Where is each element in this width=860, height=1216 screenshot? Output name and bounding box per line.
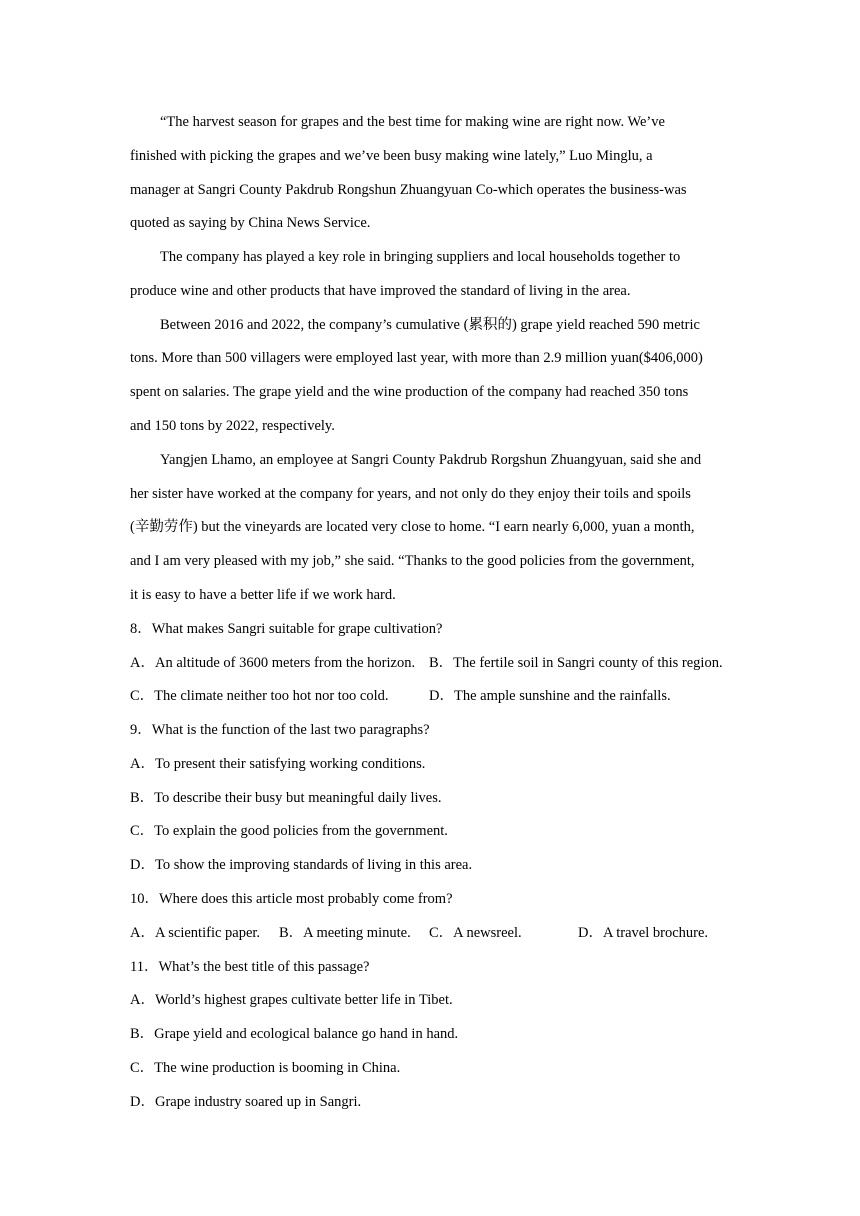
question-11-option-d: D．Grape industry soared up in Sangri. — [130, 1094, 362, 1110]
paragraph-4-line-4: and I am very pleased with my job,” she said. “Thanks to the good policies from the government, — [130, 553, 695, 569]
question-8-option-a: A．An altitude of 3600 meters from the horizon. — [130, 655, 416, 671]
question-9-option-c: C．To explain the good policies from the government. — [130, 823, 448, 839]
question-8-stem: 8．What makes Sangri suitable for grape cultivation? — [130, 621, 443, 637]
paragraph-1-line-3: manager at Sangri County Pakdrub Rongshun Zhuangyuan Co-which operates the business-was — [130, 182, 687, 198]
question-10-option-c: C．A newsreel. — [429, 925, 522, 941]
question-9-stem: 9．What is the function of the last two paragraphs? — [130, 722, 430, 738]
paragraph-4-line-1: Yangjen Lhamo, an employee at Sangri County Pakdrub Rorgshun Zhuangyuan, said she and — [160, 452, 702, 468]
paragraph-3-line-3: spent on salaries. The grape yield and the wine production of the company had reached 350 tons — [130, 384, 689, 400]
question-8-option-c: C．The climate neither too hot nor too cold. — [130, 688, 389, 704]
paragraph-1-line-1: “The harvest season for grapes and the best time for making wine are right now. We’ve — [160, 114, 665, 130]
paragraph-3-line-1: Between 2016 and 2022, the company’s cumulative (累积的) grape yield reached 590 metric — [160, 317, 700, 333]
question-10-stem: 10．Where does this article most probably come from? — [130, 891, 453, 907]
question-8-option-d: D．The ample sunshine and the rainfalls. — [429, 688, 671, 704]
question-11-stem: 11．What’s the best title of this passage? — [130, 959, 370, 975]
paragraph-3-line-2: tons. More than 500 villagers were employed last year, with more than 2.9 million yuan($406,000) — [130, 350, 703, 366]
question-10-option-a: A．A scientific paper. — [130, 925, 261, 941]
paragraph-1-line-4: quoted as saying by China News Service. — [130, 215, 371, 231]
paragraph-4-line-5: it is easy to have a better life if we work hard. — [130, 587, 396, 603]
question-10-option-b: B．A meeting minute. — [279, 925, 411, 941]
question-9-option-b: B．To describe their busy but meaningful daily lives. — [130, 790, 442, 806]
question-10-option-d: D．A travel brochure. — [578, 925, 709, 941]
paragraph-1-line-2: finished with picking the grapes and we’ve been busy making wine lately,” Luo Minglu, a — [130, 148, 653, 164]
paragraph-3-line-4: and 150 tons by 2022, respectively. — [130, 418, 335, 434]
question-11-option-a: A．World’s highest grapes cultivate better life in Tibet. — [130, 992, 453, 1008]
question-11-option-c: C．The wine production is booming in China. — [130, 1060, 401, 1076]
paragraph-2-line-1: The company has played a key role in bringing suppliers and local households together to — [160, 249, 681, 265]
paragraph-2-line-2: produce wine and other products that have improved the standard of living in the area. — [130, 283, 631, 299]
question-9-option-a: A．To present their satisfying working conditions. — [130, 756, 426, 772]
paragraph-4-line-2: her sister have worked at the company for years, and not only do they enjoy their toils and spoils — [130, 486, 691, 502]
paragraph-4-line-3: (辛勤劳作) but the vineyards are located very close to home. “I earn nearly 6,000, yuan a month, — [130, 519, 695, 535]
question-11-option-b: B．Grape yield and ecological balance go hand in hand. — [130, 1026, 459, 1042]
question-8-option-b: B．The fertile soil in Sangri county of this region. — [429, 655, 723, 671]
question-9-option-d: D．To show the improving standards of living in this area. — [130, 857, 473, 873]
